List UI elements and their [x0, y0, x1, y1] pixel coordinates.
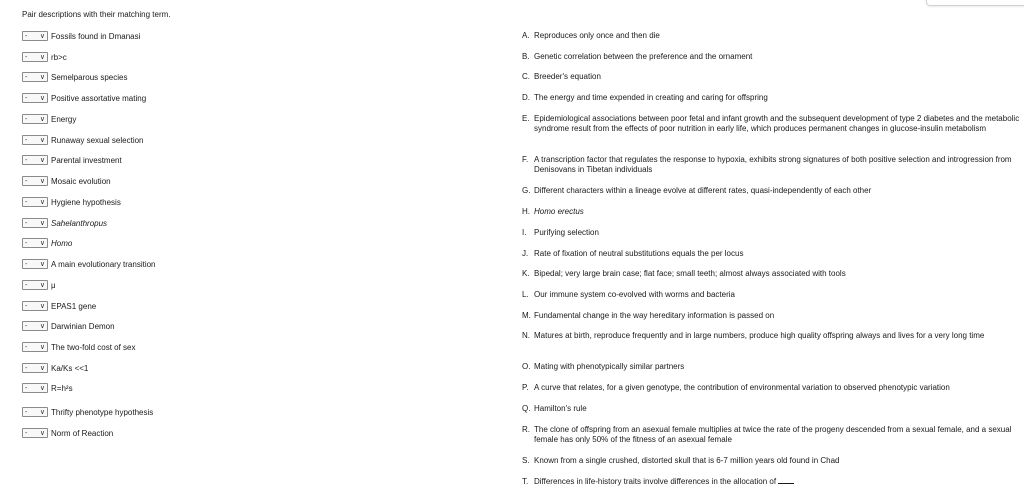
description-letter: D.: [522, 93, 530, 102]
description-item: [522, 362, 1022, 372]
term-label: Parental investment: [51, 155, 122, 165]
term-label: The two-fold cost of sex: [51, 342, 136, 352]
match-row: [22, 320, 115, 332]
description-item: [522, 93, 1022, 103]
chevron-down-icon: ∨: [39, 95, 45, 102]
description-text: Our immune system co-evolved with worms and bacteria: [534, 290, 735, 299]
select-value: -: [25, 177, 28, 185]
term-label: Thrifty phenotype hypothesis: [51, 407, 154, 417]
term-label: Sahelanthropus: [51, 218, 108, 228]
match-row: [22, 113, 76, 125]
description-letter: A.: [522, 31, 530, 40]
match-select[interactable]: [22, 72, 48, 82]
description-text: Epidemiological associations between poor fetal and infant growth and the subsequent development of type 2 diabetes and the metabolic syndrome result from the effects of poor nutrition in early life, which produces permanent changes in glucose-insulin metabolism: [534, 114, 1020, 133]
match-row: [22, 341, 135, 353]
select-value: -: [25, 198, 28, 206]
description-item: [522, 114, 1022, 133]
match-select[interactable]: [22, 342, 48, 352]
chevron-down-icon: ∨: [39, 157, 45, 164]
select-value: -: [25, 136, 28, 144]
description-letter: P.: [522, 383, 529, 392]
description-letter: O.: [522, 362, 531, 371]
term-label: Fossils found in Dmanasi: [51, 31, 141, 41]
description-item: [522, 207, 1022, 217]
description-item: [522, 311, 1022, 321]
match-select[interactable]: [22, 259, 48, 269]
term-label: Semelparous species: [51, 72, 128, 82]
description-text: Purifying selection: [534, 228, 599, 237]
select-value: -: [25, 408, 28, 416]
chevron-down-icon: ∨: [39, 261, 45, 268]
term-label: Norm of Reaction: [51, 428, 114, 438]
description-letter: M.: [522, 311, 531, 320]
description-text: Mating with phenotypically similar partners: [534, 362, 685, 371]
chevron-down-icon: ∨: [39, 178, 45, 185]
description-text: Fundamental change in the way hereditary information is passed on: [534, 311, 775, 320]
select-value: -: [25, 364, 28, 372]
description-item: [522, 249, 1022, 259]
description-text: Known from a single crushed, distorted skull that is 6-7 million years old found in Chad: [534, 456, 840, 465]
description-text: Different characters within a lineage evolve at different rates, quasi-independently of each other: [534, 186, 872, 195]
description-item: [522, 72, 1022, 82]
description-letter: T.: [522, 477, 529, 486]
match-row: [22, 154, 122, 166]
chevron-down-icon: ∨: [39, 409, 45, 416]
term-label: Ka/Ks <<1: [51, 363, 89, 373]
description-item: [522, 477, 1022, 487]
match-select[interactable]: [22, 176, 48, 186]
description-letter: B.: [522, 52, 530, 61]
select-value: -: [25, 302, 28, 310]
chevron-down-icon: ∨: [39, 282, 45, 289]
description-text: Differences in life-history traits involve differences in the allocation of: [534, 477, 794, 487]
term-label: Energy: [51, 114, 77, 124]
description-item: [522, 31, 1022, 41]
description-text: A transcription factor that regulates the response to hypoxia, exhibits strong signatures of both positive selection and introgression from Denisovans in Tibetan individuals: [534, 155, 1012, 174]
description-item: [522, 290, 1022, 300]
match-select[interactable]: [22, 52, 48, 62]
chevron-down-icon: ∨: [39, 365, 45, 372]
description-text: Matures at birth, reproduce frequently and in large numbers, produce high quality offspring always and lives for a very long time: [534, 331, 985, 340]
select-value: -: [25, 32, 28, 40]
description-item: [522, 269, 1022, 279]
chevron-down-icon: ∨: [39, 137, 45, 144]
description-text: Breeder's equation: [534, 72, 601, 81]
chevron-down-icon: ∨: [39, 385, 45, 392]
match-row: [22, 406, 153, 418]
description-text: Reproduces only once and then die: [534, 31, 660, 40]
description-item: [522, 228, 1022, 238]
term-label: Hygiene hypothesis: [51, 197, 121, 207]
description-text: Hamilton's rule: [534, 404, 587, 413]
match-select[interactable]: [22, 280, 48, 290]
description-text: Bipedal; very large brain case; flat face; small teeth; almost always associated with tools: [534, 269, 846, 278]
term-label: R=h²s: [51, 383, 73, 393]
term-label: rb>c: [51, 52, 67, 62]
chevron-down-icon: ∨: [39, 33, 45, 40]
match-select[interactable]: [22, 218, 48, 228]
description-text: Homo erectus: [534, 207, 584, 216]
term-label: Homo: [51, 238, 73, 248]
description-item: [522, 186, 1022, 196]
description-text: The energy and time expended in creating and caring for offspring: [534, 93, 768, 102]
description-letter: K.: [522, 269, 530, 278]
match-row: [22, 71, 127, 83]
description-item: [522, 52, 1022, 62]
chevron-down-icon: ∨: [39, 344, 45, 351]
match-row: [22, 427, 113, 439]
chevron-down-icon: ∨: [39, 116, 45, 123]
description-letter: N.: [522, 331, 530, 340]
match-row: [22, 51, 67, 63]
description-letter: E.: [522, 114, 530, 123]
match-select[interactable]: [22, 114, 48, 124]
term-label: Mosaic evolution: [51, 176, 111, 186]
match-select[interactable]: [22, 155, 48, 165]
select-value: -: [25, 219, 28, 227]
match-row: [22, 217, 107, 229]
match-select[interactable]: [22, 238, 48, 248]
description-text: Genetic correlation between the preference and the ornament: [534, 52, 753, 61]
chevron-down-icon: ∨: [39, 430, 45, 437]
term-label: EPAS1 gene: [51, 301, 97, 311]
description-letter: Q.: [522, 404, 531, 413]
description-letter: I.: [522, 228, 527, 237]
select-value: -: [25, 343, 28, 351]
description-item: [522, 425, 1022, 444]
match-row: [22, 30, 140, 42]
description-item: [522, 331, 1022, 341]
select-value: -: [25, 73, 28, 81]
description-text: Rate of fixation of neutral substitutions equals the per locus: [534, 249, 744, 258]
match-select[interactable]: [22, 363, 48, 373]
select-value: -: [25, 156, 28, 164]
description-item: [522, 456, 1022, 466]
match-row: [22, 134, 144, 146]
chevron-down-icon: ∨: [39, 323, 45, 330]
blank-line: [778, 483, 794, 484]
description-text: A curve that relates, for a given genotype, the contribution of environmental variation to observed phenotypic variation: [534, 383, 950, 392]
chevron-down-icon: ∨: [39, 54, 45, 61]
match-select[interactable]: [22, 428, 48, 438]
term-label: μ: [51, 280, 56, 290]
match-row: [22, 196, 121, 208]
description-letter: C.: [522, 72, 530, 81]
description-item: [522, 383, 1022, 393]
select-value: -: [25, 53, 28, 61]
instruction-text: Pair descriptions with their matching term.: [22, 10, 171, 19]
description-letter: G.: [522, 186, 531, 195]
chevron-down-icon: ∨: [39, 199, 45, 206]
select-value: -: [25, 281, 28, 289]
match-select[interactable]: [22, 93, 48, 103]
description-letter: R.: [522, 425, 530, 434]
match-select[interactable]: [22, 301, 48, 311]
term-label: Positive assortative mating: [51, 93, 147, 103]
select-value: -: [25, 384, 28, 392]
description-letter: F.: [522, 155, 529, 164]
description-letter: S.: [522, 456, 530, 465]
match-select[interactable]: [22, 135, 48, 145]
description-text: The clone of offspring from an asexual female multiplies at twice the rate of the progeny descended from a sexual female, and a sexual female has only 50% of the fitness of an asexual female: [534, 425, 1012, 444]
select-value: -: [25, 429, 28, 437]
chevron-down-icon: ∨: [39, 74, 45, 81]
match-row: [22, 362, 88, 374]
match-select[interactable]: [22, 31, 48, 41]
term-label: A main evolutionary transition: [51, 259, 156, 269]
select-value: -: [25, 115, 28, 123]
match-row: [22, 258, 156, 270]
match-row: [22, 279, 56, 291]
chevron-down-icon: ∨: [39, 303, 45, 310]
chevron-down-icon: ∨: [39, 240, 45, 247]
match-row: [22, 175, 111, 187]
match-row: [22, 382, 73, 394]
select-value: -: [25, 260, 28, 268]
select-value: -: [25, 94, 28, 102]
description-letter: J.: [522, 249, 529, 258]
select-value: -: [25, 239, 28, 247]
select-value: -: [25, 322, 28, 330]
match-row: [22, 300, 96, 312]
match-row: [22, 92, 146, 104]
term-label: Runaway sexual selection: [51, 135, 144, 145]
term-label: Darwinian Demon: [51, 321, 115, 331]
description-item: [522, 155, 1022, 174]
chevron-down-icon: ∨: [39, 220, 45, 227]
match-row: [22, 237, 72, 249]
description-letter: H.: [522, 207, 530, 216]
match-select[interactable]: [22, 197, 48, 207]
match-select[interactable]: [22, 321, 48, 331]
match-select[interactable]: [22, 407, 48, 417]
description-item: [522, 404, 1022, 414]
match-select[interactable]: [22, 383, 48, 393]
description-letter: L.: [522, 290, 529, 299]
top-right-panel: [926, 0, 1024, 6]
